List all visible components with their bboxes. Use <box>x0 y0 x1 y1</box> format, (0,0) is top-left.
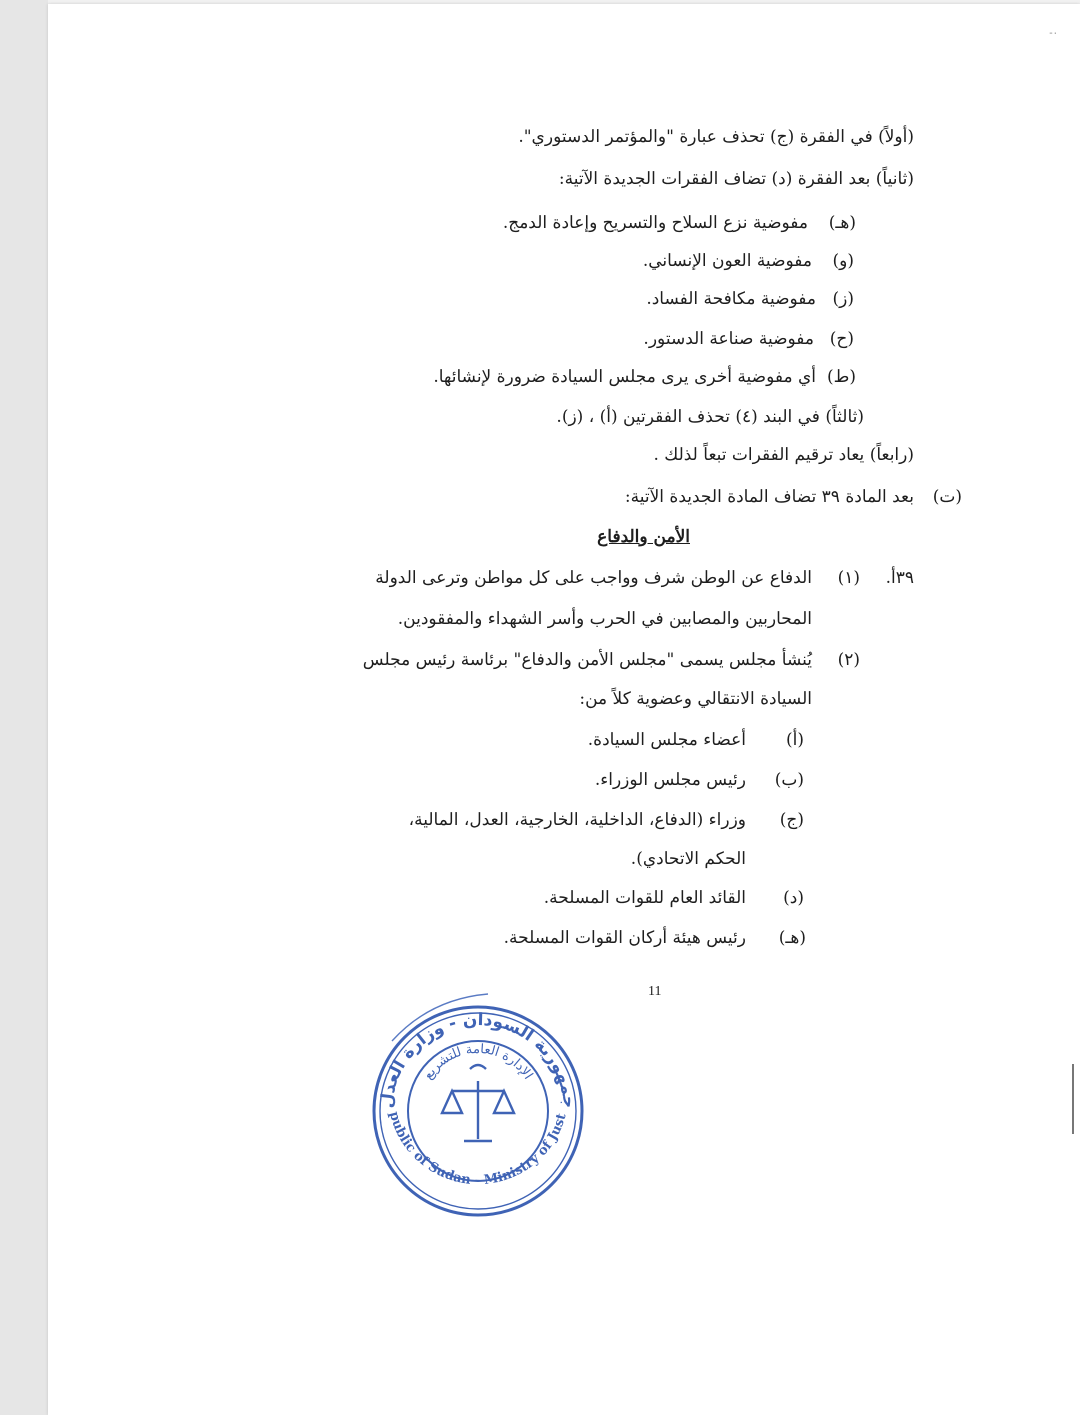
member-e: رئيس هيئة أركان القوات المسلحة. <box>503 928 746 948</box>
paragraph-2-line-2: السيادة الانتقالي وعضوية كلاً من: <box>579 689 812 709</box>
member-marker-c: (ج) <box>779 810 804 830</box>
item-marker-ta: (ط) <box>827 367 856 387</box>
document-page <box>48 4 1080 1415</box>
member-a: أعضاء مجلس السيادة. <box>587 730 746 750</box>
paragraph-marker-1: (١) <box>837 568 860 588</box>
member-marker-b: (ب) <box>774 770 804 790</box>
member-marker-e: (هـ) <box>778 928 806 948</box>
item-ha2: مفوضية صناعة الدستور. <box>643 329 814 349</box>
member-marker-d: (د) <box>783 888 804 908</box>
member-b: رئيس مجلس الوزراء. <box>594 770 746 790</box>
clause-first: (أولاً) في الفقرة (ج) تحذف عبارة "والمؤتمر الدستوري". <box>518 127 914 147</box>
stamp-inner-arabic: الإدارة العامة للتشريع <box>420 1041 536 1083</box>
stamp-outer-english: public of Sudan - Ministry of Just <box>385 1109 570 1189</box>
svg-text:الإدارة العامة للتشريع <box>421 1042 535 1082</box>
member-c-line-1: وزراء (الدفاع، الداخلية، الخارجية، العدل، المالية، <box>408 810 746 830</box>
item-ta: أي مفوضية أخرى يرى مجلس السيادة ضرورة لإنشائها. <box>433 367 816 387</box>
clause-third: (ثالثاً) في البند (٤) تحذف الفقرتين (أ) ، (ز). <box>556 407 864 427</box>
clause-marker-ta: (ت) <box>932 487 962 507</box>
stamp-icon <box>370 989 590 1219</box>
member-c-line-2: الحكم الاتحادي). <box>630 849 746 869</box>
scales-icon <box>442 1065 514 1141</box>
item-marker-ha: (هـ) <box>828 213 856 233</box>
clause-fourth: (رابعاً) يعاد ترقيم الفقرات تبعاً لذلك . <box>653 445 914 465</box>
article-number: ٣٩أ. <box>885 568 914 588</box>
page-number: 11 <box>648 984 662 999</box>
official-stamp <box>370 989 590 1223</box>
stamp-outer-arabic: جمهورية السودان - وزارة العدل <box>376 1009 580 1110</box>
item-ha: مفوضية نزع السلاح والتسريح وإعادة الدمج. <box>502 213 808 233</box>
clause-new-article: بعد المادة ٣٩ تضاف المادة الجديدة الآتية: <box>624 487 914 507</box>
item-waw: مفوضية العون الإنساني. <box>642 251 812 271</box>
member-marker-a: (أ) <box>786 730 804 750</box>
section-heading: الأمن والدفاع <box>597 527 690 547</box>
paragraph-2-line-1: يُنشأ مجلس يسمى "مجلس الأمن والدفاع" برئاسة رئيس مجلس <box>362 650 812 670</box>
clause-second: (ثانياً) بعد الفقرة (د) تضاف الفقرات الجديدة الآتية: <box>558 169 914 189</box>
page-edge-line <box>1072 1064 1074 1134</box>
paragraph-marker-2: (٢) <box>837 650 860 670</box>
member-d: القائد العام للقوات المسلحة. <box>543 888 746 908</box>
item-marker-waw: (و) <box>832 251 854 271</box>
paragraph-1-line-1: الدفاع عن الوطن شرف وواجب على كل مواطن وترعى الدولة <box>375 568 812 588</box>
item-marker-ha2: (ح) <box>829 329 854 349</box>
paragraph-1-line-2: المحاربين والمصابين في الحرب وأسر الشهداء والمفقودين. <box>397 609 812 629</box>
left-gutter <box>0 0 48 1415</box>
item-zay: مفوضية مكافحة الفساد. <box>646 289 816 309</box>
item-marker-zay: (ز) <box>832 289 854 309</box>
corner-mark: -٠ <box>1049 28 1058 39</box>
